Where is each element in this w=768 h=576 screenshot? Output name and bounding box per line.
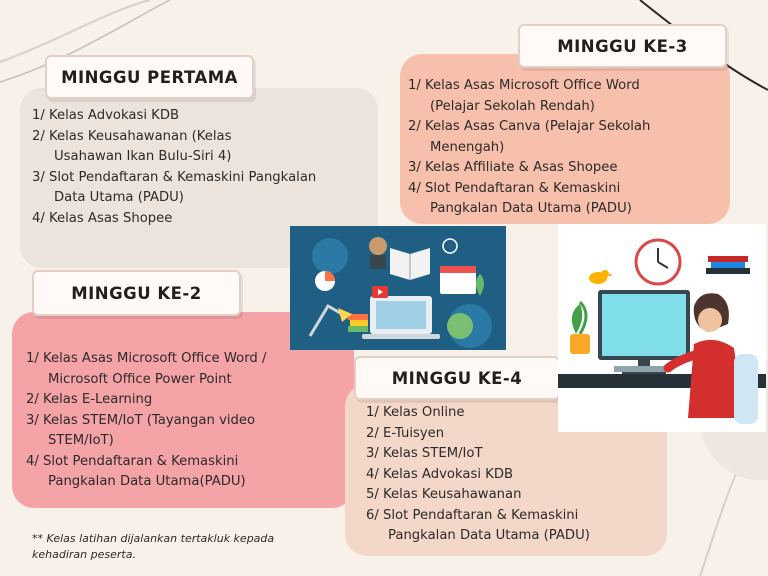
item-text: 3/ Slot Pendaftaran & Kemaskini Pangkalan <box>32 169 317 185</box>
week-2-item <box>26 411 266 452</box>
week-3-item <box>408 117 650 158</box>
item-text: 4/ Slot Pendaftaran & Kemaskini <box>26 453 239 469</box>
item-text: 1/ Kelas Asas Microsoft Office Word <box>408 78 640 93</box>
item-text: 2/ Kelas Asas Canva (Pelajar Sekolah <box>408 119 651 134</box>
week-1-item <box>32 209 316 230</box>
wall-clock-icon <box>636 240 680 284</box>
week-2-item <box>26 452 266 493</box>
week-4-item <box>366 485 590 506</box>
woman-at-computer-illustration <box>558 224 766 432</box>
globe-icon <box>447 313 473 339</box>
item-text: 3/ Kelas Affiliate & Asas Shopee <box>408 160 618 175</box>
week-1-item <box>32 106 316 127</box>
item-text: 1/ Kelas Asas Microsoft Office Word / <box>26 351 267 366</box>
week-2-items <box>26 349 266 493</box>
item-text: 1/ Kelas Online <box>366 405 465 420</box>
item-text-continued: Microsoft Office Power Point <box>48 371 232 387</box>
item-text-continued: Pangkalan Data Utama(PADU) <box>48 474 246 489</box>
week-1-title: MINGGU PERTAMA <box>45 55 254 99</box>
week-3-item <box>408 158 650 179</box>
week-3-items <box>408 76 650 220</box>
week-4-title: MINGGU KE-4 <box>354 356 560 400</box>
item-text: 4/ Kelas Advokasi KDB <box>366 466 514 482</box>
week-1-items <box>32 106 316 229</box>
item-text: 3/ Kelas STEM/IoT <box>366 446 483 461</box>
item-text-continued: Pangkalan Data Utama (PADU) <box>388 528 590 543</box>
item-text: 2/ E-Tuisyen <box>366 425 445 441</box>
item-text-continued: Pangkalan Data Utama (PADU) <box>430 201 632 216</box>
week-4-item <box>366 444 590 465</box>
week-4-item <box>366 403 590 424</box>
item-text-continued: (Pelajar Sekolah Rendah) <box>430 98 595 114</box>
item-text-continued: Usahawan Ikan Bulu-Siri 4) <box>54 149 232 164</box>
item-text: 6/ Slot Pendaftaran & Kemaskini <box>366 507 579 523</box>
week-4-items <box>366 403 590 547</box>
week-1-item <box>32 168 316 209</box>
week-4-item <box>366 506 590 547</box>
week-4-item <box>366 424 590 445</box>
item-text: 2/ Kelas E-Learning <box>26 392 153 407</box>
week-4-item <box>366 465 590 486</box>
footnote: ** Kelas latihan dijalankan tertakluk kepada kehadiran peserta. <box>32 532 275 561</box>
week-3-item <box>408 76 650 117</box>
book-stack-icon <box>706 256 750 274</box>
item-text: 1/ Kelas Advokasi KDB <box>32 108 180 123</box>
item-text: 4/ Kelas Asas Shopee <box>32 210 173 226</box>
week-3-title: MINGGU KE-3 <box>518 24 727 68</box>
item-text: 2/ Kelas Keusahawanan (Kelas <box>32 128 232 144</box>
item-text: 4/ Slot Pendaftaran & Kemaskini <box>408 180 621 196</box>
week-3-item <box>408 179 650 220</box>
item-text-continued: Data Utama (PADU) <box>54 190 184 205</box>
week-2-item <box>26 390 266 411</box>
item-text-continued: Menengah) <box>430 139 505 155</box>
item-text: 5/ Kelas Keusahawanan <box>366 487 522 502</box>
item-text-continued: STEM/IoT) <box>48 433 114 448</box>
education-collage-illustration <box>290 226 506 350</box>
item-text: 3/ Kelas STEM/IoT (Tayangan video <box>26 412 256 428</box>
week-1-item <box>32 127 316 168</box>
week-2-item <box>26 349 266 390</box>
week-2-title: MINGGU KE-2 <box>32 270 241 316</box>
